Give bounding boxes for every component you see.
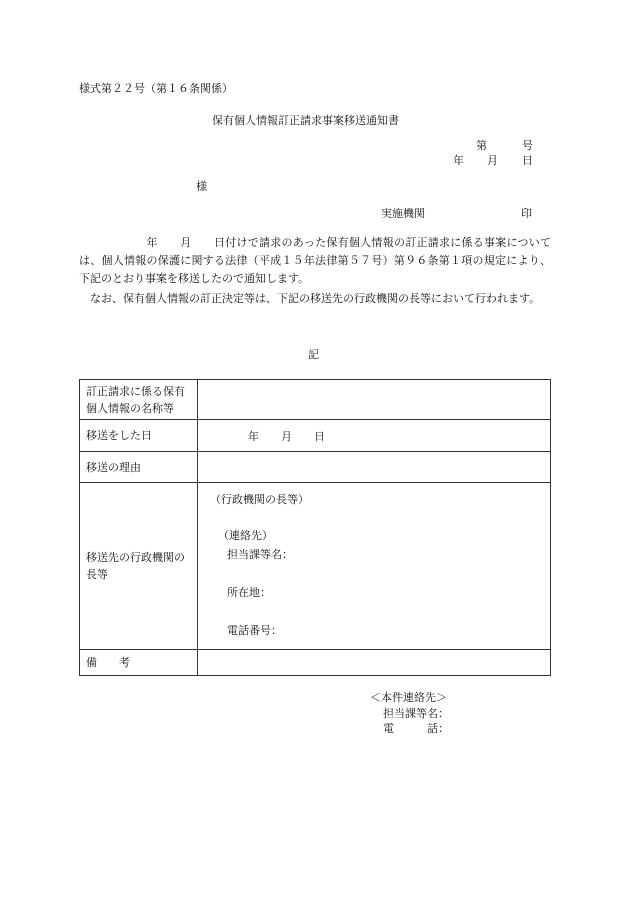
body-paragraph-1: 年 月 日付けで請求のあった保有個人情報の訂正請求に係る事案については、個人情報の保護に関する法律（平成１５年法律第５７号）第９６条第１項の規定により、下記のとおり事案を移送したので通知します。 — [79, 236, 551, 285]
ki-heading: 記 — [308, 348, 319, 361]
row-label-transfer-reason: 移送の理由 — [80, 452, 198, 483]
document-number-suffix: 号 — [522, 139, 533, 152]
issuer-seal: 印 — [521, 207, 532, 220]
document-number-prefix: 第 — [476, 139, 487, 152]
footer-contact-heading: ＜本件連絡先＞ — [370, 691, 447, 704]
row-value-transfer-reason — [198, 452, 551, 483]
table-row — [80, 380, 551, 420]
footer-contact-phone: 電 話： — [383, 722, 449, 735]
table-row — [80, 452, 551, 483]
transfer-details-table — [79, 379, 551, 676]
row-value-transfer-date — [198, 420, 551, 452]
destination-agency: （行政機関の長等） — [210, 493, 309, 506]
document-title: 保有個人情報訂正請求事案移送通知書 — [212, 114, 399, 127]
row-label-info-name: 訂正請求に係る保有個人情報の名称等 — [80, 380, 198, 420]
table-row — [80, 420, 551, 452]
transfer-date-template: 年 月 日 — [248, 429, 325, 443]
form-number: 様式第２２号（第１６条関係） — [79, 82, 233, 95]
date-day: 日 — [522, 154, 533, 167]
date-month: 月 — [487, 154, 498, 167]
table-row — [80, 483, 551, 650]
footer-contact-dept: 担当課等名： — [383, 707, 449, 720]
table-row — [80, 650, 551, 676]
body-paragraph-2: なお、保有個人情報の訂正決定等は、下記の移送先の行政機関の長等において行われます。 — [79, 292, 541, 305]
row-label-destination: 移送先の行政機関の長等 — [80, 483, 198, 650]
destination-dept: 担当課等名： — [227, 548, 293, 561]
row-value-info-name — [198, 380, 551, 420]
row-label-remarks: 備 考 — [80, 650, 198, 676]
row-value-destination — [198, 483, 551, 650]
addressee-suffix: 様 — [196, 180, 207, 193]
destination-address: 所在地： — [227, 586, 271, 599]
destination-phone: 電話番号： — [227, 624, 282, 637]
destination-contact: （連絡先） — [218, 529, 273, 542]
date-year: 年 — [453, 154, 464, 167]
row-value-remarks — [198, 650, 551, 676]
issuer-label: 実施機関 — [381, 207, 425, 220]
row-label-transfer-date: 移送をした日 — [80, 420, 198, 452]
